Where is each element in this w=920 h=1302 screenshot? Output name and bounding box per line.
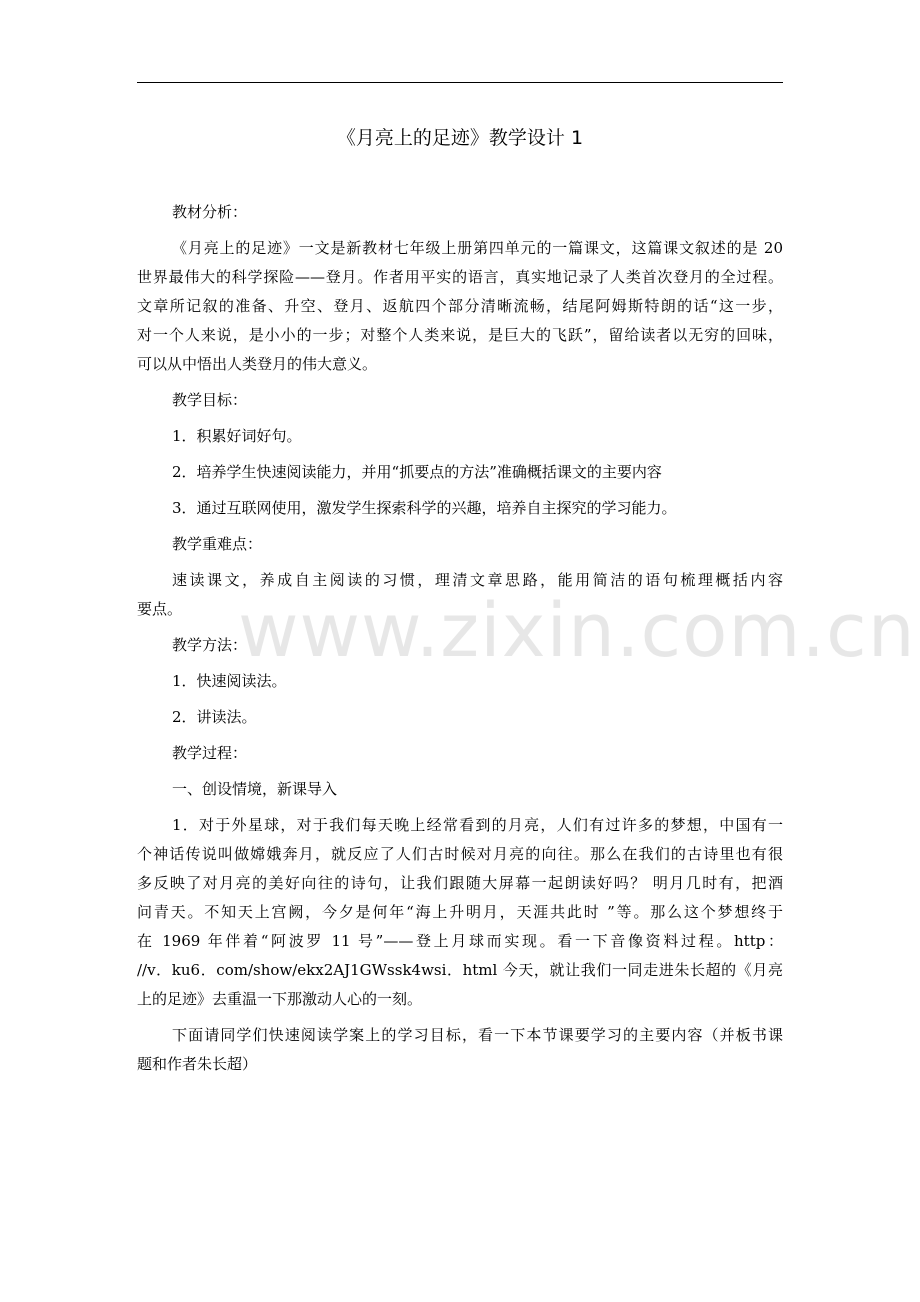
paragraph	[137, 422, 783, 451]
paragraph-line: 教学方法：	[172, 636, 248, 654]
document-body	[137, 198, 783, 1086]
paragraph-line: 文章所记叙的准备、升空、登月、返航四个部分清晰流畅，结尾阿姆斯特朗的话“这一步，	[137, 297, 783, 315]
paragraph-line: 问青天。不知天上宫阙，今夕是何年“海上升明月，天涯共此时 ”等。那么这个梦想终于	[137, 903, 783, 921]
paragraph	[137, 458, 783, 487]
paragraph-line: 2．培养学生快速阅读能力，并用“抓要点的方法”准确概括课文的主要内容	[172, 463, 662, 481]
paragraph-line: 可以从中悟出人类登月的伟大意义。	[137, 355, 378, 373]
watermark: www.zixin.com.cn	[238, 588, 916, 674]
paragraph-line: 世界最伟大的科学探险——登月。作者用平实的语言，真实地记录了人类首次登月的全过程。	[137, 268, 783, 286]
paragraph	[137, 198, 783, 227]
paragraph-line: 1．对于外星球，对于我们每天晚上经常看到的月亮，人们有过许多的梦想，中国有一	[172, 816, 783, 834]
paragraph-line: 下面请同学们快速阅读学案上的学习目标，看一下本节课要学习的主要内容（并板书课	[172, 1026, 783, 1044]
paragraph-line: 2．讲读法。	[172, 708, 257, 726]
paragraph	[137, 703, 783, 732]
paragraph-line: 题和作者朱长超）	[137, 1055, 258, 1073]
paragraph-line: 在 1969 年伴着“阿波罗 11 号”——登上月球而实现。看一下音像资料过程。http：	[137, 932, 783, 950]
paragraph-line: 速读课文，养成自主阅读的习惯，理清文章思路，能用简洁的语句梳理概括内容	[172, 571, 783, 589]
paragraph-line: 3．通过互联网使用，激发学生探索科学的兴趣，培养自主探究的学习能力。	[172, 499, 677, 517]
paragraph	[137, 530, 783, 559]
paragraph-line: 1．快速阅读法。	[172, 672, 287, 690]
paragraph	[137, 631, 783, 660]
paragraph	[137, 739, 783, 768]
paragraph-line: 1．积累好词好句。	[172, 427, 302, 445]
paragraph-line: 教学过程：	[172, 744, 248, 762]
paragraph-line: 教学目标：	[172, 391, 248, 409]
paragraph	[137, 667, 783, 696]
paragraph-line: 教学重难点：	[172, 535, 263, 553]
paragraph	[137, 1021, 783, 1079]
paragraph	[137, 386, 783, 415]
paragraph-line: 对一个人来说，是小小的一步；对整个人类来说，是巨大的飞跃”，留给读者以无穷的回味，	[137, 326, 783, 344]
paragraph-line: 《月亮上的足迹》一文是新教材七年级上册第四单元的一篇课文，这篇课文叙述的是 20	[172, 239, 783, 257]
paragraph-line: 要点。	[137, 600, 183, 618]
header-rule	[137, 82, 783, 83]
paragraph	[137, 775, 783, 804]
paragraph	[137, 234, 783, 379]
paragraph-line: 多反映了对月亮的美好向往的诗句，让我们跟随大屏幕一起朗读好吗？ 明月几时有，把酒	[137, 874, 783, 892]
paragraph	[137, 494, 783, 523]
paragraph-line: 上的足迹》去重温一下那激动人心的一刻。	[137, 990, 423, 1008]
paragraph-line: 教材分析：	[172, 203, 248, 221]
paragraph-line: //v．ku6．com/show/ekx2AJ1GWssk4wsi．html 今天，就让我们一同走进朱长超的《月亮	[137, 961, 783, 979]
paragraph-line: 一、创设情境，新课导入	[172, 780, 338, 798]
document-title: 《月亮上的足迹》教学设计 1	[336, 127, 584, 149]
paragraph-line: 个神话传说叫做嫦娥奔月，就反应了人们古时候对月亮的向往。那么在我们的古诗里也有很	[137, 845, 783, 863]
paragraph	[137, 811, 783, 1014]
paragraph	[137, 566, 783, 624]
